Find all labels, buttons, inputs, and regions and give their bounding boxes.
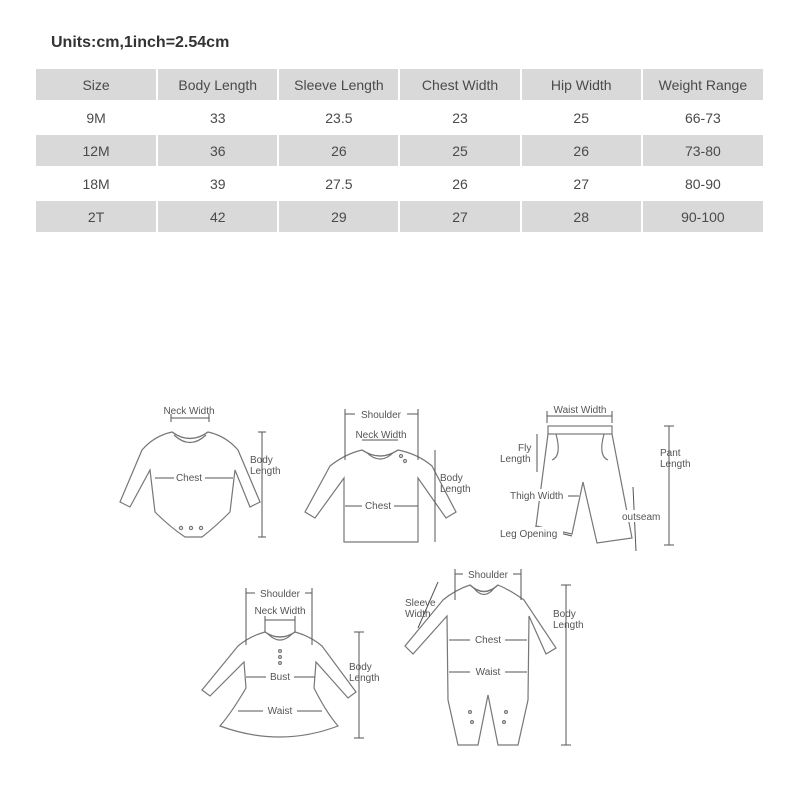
table-cell: 66-73 bbox=[642, 101, 763, 134]
header-sleeve-length: Sleeve Length bbox=[278, 69, 399, 101]
table-cell: 42 bbox=[157, 200, 278, 233]
romper-snap bbox=[471, 721, 474, 724]
table-cell: 29 bbox=[278, 200, 399, 233]
header-weight-range: Weight Range bbox=[642, 69, 763, 101]
romper-snap bbox=[503, 721, 506, 724]
body-length-label-2: Length bbox=[250, 466, 281, 477]
header-size: Size bbox=[36, 69, 157, 101]
body-length-label-1: Body bbox=[349, 662, 372, 673]
fly-length-label-1: Fly bbox=[518, 443, 532, 454]
table-cell: 26 bbox=[399, 167, 520, 200]
thigh-width-label: Thigh Width bbox=[510, 491, 564, 502]
table-cell: 25 bbox=[399, 134, 520, 167]
pant-length-label-1: Pant bbox=[660, 448, 681, 459]
pants-outline bbox=[536, 434, 632, 543]
body-length-label-2: Length bbox=[440, 484, 471, 495]
top-button bbox=[400, 455, 403, 458]
bodysuit-diagram bbox=[120, 406, 281, 537]
table-cell: 12M bbox=[36, 134, 157, 167]
table-cell: 23 bbox=[399, 101, 520, 134]
table-cell: 28 bbox=[521, 200, 642, 233]
body-length-label-2: Length bbox=[553, 620, 584, 631]
top-collar bbox=[362, 450, 398, 459]
dress-button bbox=[279, 662, 282, 665]
table-cell: 39 bbox=[157, 167, 278, 200]
romper-diagram bbox=[405, 568, 584, 745]
waist-width-label: Waist Width bbox=[553, 405, 607, 416]
table-header-row bbox=[36, 69, 763, 101]
sleeve-width-label-2: Width bbox=[405, 609, 431, 620]
table-row bbox=[36, 101, 763, 134]
table-cell: 80-90 bbox=[642, 167, 763, 200]
pant-length-label-2: Length bbox=[660, 459, 691, 470]
fly-length-label-2: Length bbox=[500, 454, 531, 465]
neck-width-label: Neck Width bbox=[254, 606, 306, 617]
bodysuit-snap bbox=[199, 526, 202, 529]
outseam-label: outseam bbox=[622, 512, 661, 523]
header-body-length: Body Length bbox=[157, 69, 278, 101]
neck-width-label: Neck Width bbox=[163, 406, 215, 417]
romper-collar bbox=[470, 585, 498, 595]
dress-diagram bbox=[202, 587, 380, 738]
dress-button bbox=[279, 656, 282, 659]
table-cell: 27 bbox=[521, 167, 642, 200]
bust-label: Bust bbox=[269, 672, 291, 683]
table-cell: 23.5 bbox=[278, 101, 399, 134]
romper-snap bbox=[505, 711, 508, 714]
body-length-label-1: Body bbox=[250, 455, 273, 466]
waist-label: Waist bbox=[267, 706, 293, 717]
header-chest-width: Chest Width bbox=[399, 69, 520, 101]
neck-width-label: Neck Width bbox=[355, 430, 407, 441]
table-cell: 25 bbox=[521, 101, 642, 134]
leg-opening-label: Leg Opening bbox=[500, 529, 558, 540]
chest-label: Chest bbox=[364, 501, 392, 512]
measurement-diagrams bbox=[0, 390, 800, 800]
dress-button bbox=[279, 650, 282, 653]
dress-collar bbox=[265, 632, 295, 640]
top-outline bbox=[305, 450, 456, 542]
bodysuit-snap bbox=[189, 526, 192, 529]
table-cell: 9M bbox=[36, 101, 157, 134]
chest-label: Chest bbox=[474, 635, 502, 646]
shoulder-label: Shoulder bbox=[360, 410, 402, 421]
waist-label: Waist bbox=[475, 667, 501, 678]
bodysuit-outline bbox=[120, 432, 260, 537]
table-cell: 26 bbox=[521, 134, 642, 167]
body-length-label-1: Body bbox=[440, 473, 463, 484]
top-button bbox=[404, 460, 407, 463]
table-cell: 2T bbox=[36, 200, 157, 233]
bodysuit-snap bbox=[179, 526, 182, 529]
table-row bbox=[36, 200, 763, 233]
table-cell: 73-80 bbox=[642, 134, 763, 167]
units-note: Units:cm,1inch=2.54cm bbox=[51, 34, 230, 51]
top-diagram bbox=[305, 408, 471, 542]
sleeve-width-label-1: Sleeve bbox=[405, 598, 436, 609]
romper-snap bbox=[469, 711, 472, 714]
size-chart-table bbox=[36, 69, 763, 234]
body-length-label-1: Body bbox=[553, 609, 576, 620]
table-cell: 26 bbox=[278, 134, 399, 167]
chest-label: Chest bbox=[175, 473, 203, 484]
bodysuit-collar bbox=[172, 432, 208, 443]
table-cell: 33 bbox=[157, 101, 278, 134]
table-row bbox=[36, 167, 763, 200]
dress-outline bbox=[202, 632, 356, 737]
table-cell: 27.5 bbox=[278, 167, 399, 200]
table-cell: 36 bbox=[157, 134, 278, 167]
table-cell: 90-100 bbox=[642, 200, 763, 233]
body-length-label-2: Length bbox=[349, 673, 380, 684]
shoulder-label: Shoulder bbox=[259, 589, 301, 600]
pants-diagram bbox=[499, 405, 691, 551]
table-cell: 27 bbox=[399, 200, 520, 233]
shoulder-label: Shoulder bbox=[467, 570, 509, 581]
table-cell: 18M bbox=[36, 167, 157, 200]
pants-fly bbox=[552, 434, 608, 460]
table-row bbox=[36, 134, 763, 167]
pants-waistband bbox=[548, 426, 612, 434]
header-hip-width: Hip Width bbox=[521, 69, 642, 101]
